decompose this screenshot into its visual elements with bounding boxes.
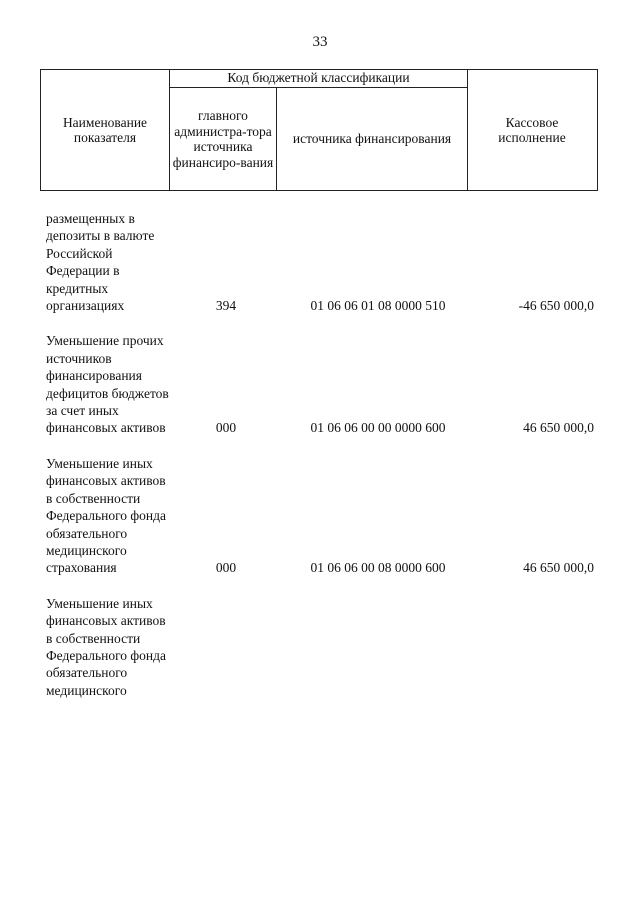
table-row xyxy=(46,455,596,577)
table-header xyxy=(40,69,598,191)
header-source-column: источника финансирования xyxy=(292,131,452,147)
header-budget-code-group: Код бюджетной классификации xyxy=(227,70,410,86)
row-source-code: 01 06 06 00 00 0000 600 xyxy=(310,420,446,436)
row-admin-code: 394 xyxy=(215,298,237,314)
row-source-code: 01 06 06 01 08 0000 510 xyxy=(310,298,446,314)
row-admin-code: 000 xyxy=(215,560,237,576)
row-name: размещенных в депозиты в валюте Российской Федерации в кредитных организациях xyxy=(46,211,155,314)
row-admin-code: 000 xyxy=(215,420,237,436)
header-right-border xyxy=(597,69,598,191)
table-row xyxy=(46,332,596,436)
table-row xyxy=(46,595,596,699)
row-name: Уменьшение иных финансовых активов в собственности Федерального фонда обязательного медицинского xyxy=(46,595,166,698)
header-name-column: Наименование показателя xyxy=(62,114,148,145)
row-amount: 46 650 000,0 xyxy=(523,420,594,436)
table-body xyxy=(46,210,596,699)
page-number: 33 xyxy=(312,34,328,50)
row-source-code: 01 06 06 00 08 0000 600 xyxy=(310,560,446,576)
header-admin-column: главного администра-тора источника финансиро-вания xyxy=(172,108,274,170)
header-exec-column: Кассовое исполнение xyxy=(498,114,566,145)
row-name: Уменьшение иных финансовых активов в собственности Федерального фонда обязательного медицинского страхования xyxy=(46,455,166,576)
row-name: Уменьшение прочих источников финансирования дефицитов бюджетов за счет иных финансовых активов xyxy=(46,333,169,436)
table-row xyxy=(46,210,596,314)
row-amount: 46 650 000,0 xyxy=(523,560,594,576)
row-amount: -46 650 000,0 xyxy=(518,298,594,314)
header-left-border xyxy=(40,69,41,191)
